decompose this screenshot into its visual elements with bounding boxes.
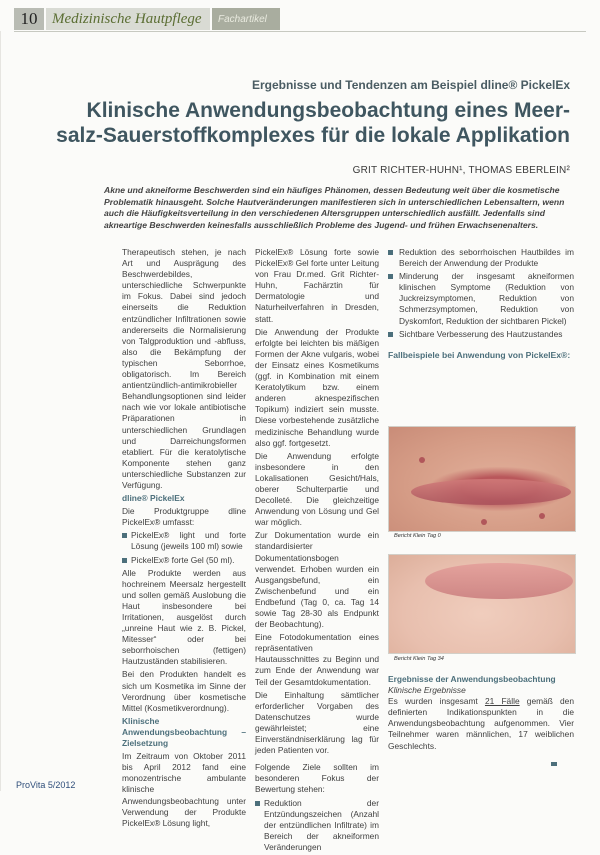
page-edge-line [0,31,1,791]
photo-caption: Bericht Klein Tag 0 [394,533,441,539]
figure-title: Fallbeispiele bei Anwendung von PickelEx®: [388,349,571,360]
section-heading: dline® PickelEx [122,493,185,504]
paragraph: Bei den Produkten handelt es sich um Kosmetika im Sinne der Verordnung über kosmetische Mittel (Kosmetikverordnung). [122,669,246,713]
case-photo-day-34 [388,554,576,654]
photo-lips [411,479,571,505]
section-heading: Ergebnisse der Anwendungsbeobachtung [388,674,556,684]
text-run: Es wurden insgesamt [388,696,485,707]
photo-blemish [481,519,487,525]
intro-paragraph: Therapeutisch stehen, je nach Art und Ausprägung des Beschwerdebildes, unterschiedliche Schwerpunkte im Fokus. Dabei sind jedoch einerseits die Reduktion entzündlicher Infiltrationen sowie andererseits die Normalisierung von Talgproduktion und -abfluss, also die Bekämpfung der typischen Seborrhoe, obligatorisch. Im Bereich antientzündlich-antimikrobieller Behandlungsoptionen sind leider nach wie vor lokale antibiotische Präparationen in unterschiedlichen Grundlagen und Darreichungsformen etabliert. Für die keratolytische Komponente stehen ganz unterschiedliche Substanzen zur Verfügung. [122,247,246,490]
photo-lips [425,563,573,599]
article-kicker: Ergebnisse und Tendenzen am Beispiel dline® PickelEx [251,78,570,92]
page-number: 10 [14,8,44,30]
text-run: gemäß den definierten Indikationspunkten in die Anwendungsbeobachtung aufgenommen. Vier Teilnehmer waren männlichen, 17 weiblichen Geschlechts. [388,696,574,751]
bullet-item: Reduktion des seborrhoischen Hautbildes im Bereich der Anwendung der Produkte [388,247,574,269]
bullet-item: PickelEx® forte Gel (50 ml). [122,555,246,566]
header-divider [14,31,586,32]
paragraph: Die Einhaltung sämtlicher erforderlicher Vorgaben des Datenschutzes wurde gewährleistet; eine Einverständniserklärung lag für jeden Patienten vor. [255,689,379,756]
journal-footer: ProVita 5/2012 [16,780,76,790]
photo-caption: Bericht Klein Tag 34 [394,656,444,662]
paragraph: Die Anwendung der Produkte erfolgte bei leichten bis mäßigen Formen der Akne vulgaris, wobei der Einsatz eines Kosmetikums (ggf. in Kombination mit einem Keratolytikum bzw. einem anderen aknespezifischen Topikum) indiziert sein musste. Diese vorbestehende zusätzliche medizinische Behandlung wurde also ggf. fortgesetzt. [255,326,379,448]
case-count: 21 Fälle [484,696,520,707]
page-header [14,8,280,30]
paragraph: Folgende Ziele sollten im besonderen Fokus der Bewertung stehen: [255,762,379,795]
article-authors: GRIT RICHTER-HUHN¹, THOMAS EBERLEIN² [352,165,570,176]
subheading: Klinische Ergebnisse [388,685,466,696]
results-paragraph [388,696,574,751]
section-heading: Klinische Anwendungsbeobachtung – Zielsetzung [122,715,246,749]
end-marker [551,762,557,766]
paragraph: Im Zeitraum von Oktober 2011 bis April 2012 fand eine monozentrische ambulante klinische Anwendungsbeobachtung unter Verwendung der Produkte PickelEx® Lösung light, [122,751,246,828]
article-title: Klinische Anwendungsbeobachtung eines Meer-salz-Sauerstoffkomplexes für die lokale Applikation [56,99,570,147]
paragraph: Alle Produkte werden aus hochreinem Meersalz hergestellt und sollen gemäß Auslobung die Haut insbesondere bei Irritationen, ausgelöst durch „unreine Haut wie z. B. Pickel, Mitesser“ oder bei seborrhoischen (fettigen) Hautzuständen stabilisieren. [122,567,246,667]
paragraph: Die Anwendung erfolgte insbesondere in den Lokalisationen Gesicht/Hals, oberer Schulterpartie und Decolleté. Die gleichzeitige Anwendung von Lösung und Gel war möglich. [255,450,379,528]
results-section [388,674,574,752]
paragraph: Zur Dokumentation wurde ein standardisierter Dokumentationsbogen verwendet. Erhoben wurden ein Ausgangsbefund, ein Zwischenbefund und ein Endbefund (Tag 0, ca. Tag 14 sowie Tag 28-30 als Endpunkt der Beobachtung). [255,530,379,630]
article-lead: Akne und akneiforme Beschwerden sind ein häufiges Phänomen, dessen Bedeutung weit über die kosmetische Problematik hinausgeht. Solche Hautveränderungen manifestieren sich in unterschiedlichen Lebensaltern, wenn auch die Häufigkeitsverteilung in den verschiedenen Altersgruppen unterschiedlich ausfällt. Jedenfalls sind akneartige Beschwerden keinesfalls ausschließlich Probleme des Jugend- und frühen Erwachsenenalters. [104,185,565,230]
case-photo-day-0 [388,426,576,532]
paragraph: Die Produktgruppe dline PickelEx® umfasst: [122,506,246,528]
photo-blemish [539,513,545,519]
paragraph: Eine Fotodokumentation eines repräsentativen Hautausschnittes zu Beginn und zum Ende der Anwendung war Teil der Gesamtdokumentation. [255,632,379,687]
section-tag: Fachartikel [212,8,280,30]
bullet-item: PickelEx® light und forte Lösung (jeweils 100 ml) sowie [122,530,246,552]
text-column-3 [388,247,574,363]
section-title: Medizinische Hautpflege [46,8,210,30]
paragraph: PickelEx® Lösung forte sowie PickelEx® Gel forte unter Leitung von Frau Dr.med. Grit Richter-Huhn, Fachärztin für Dermatologie und Naturheilverfahren in Dresden, statt. [255,247,379,324]
text-column-2 [255,247,379,855]
bullet-item: Minderung der insgesamt akneiformen klinischen Symptome (Reduktion von Juckreizsymptomen, Reduktion von Schmerzsymptomen, Reduktion von Dyskomfort, Reduktion der sichtbaren Pickel) [388,271,574,326]
bullet-item: Reduktion der Entzündungszeichen (Anzahl der entzündlichen Infiltrate) im Bereich der akneiformen Veränderungen [255,798,379,853]
bullet-item: Sichtbare Verbesserung des Hautzustandes [388,329,574,340]
text-column-1 [122,247,246,831]
photo-blemish [419,457,425,463]
